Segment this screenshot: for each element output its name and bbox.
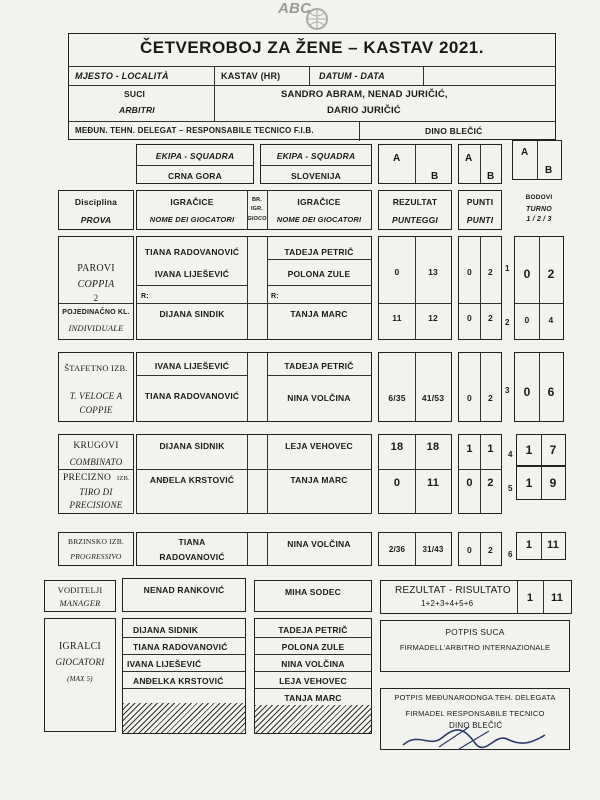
igr-label: IGR. [250,206,264,212]
stafetno-pt-b: 2 [488,393,493,403]
potpis-suca-label: POTPIS SUCA [445,627,505,637]
disc-box-3 [58,434,134,514]
ab-res-head [378,144,452,184]
pts-box-4 [458,532,502,566]
final-result-label: REZULTAT - RISULTATO [395,585,511,596]
roster-b-5: TANJA MARC [284,693,342,703]
progressivo-label: PROGRESSIVO [70,552,122,561]
stafetno-player-b1: TADEJA PETRIČ [284,361,354,371]
suci-line1: SANDRO ABRAM, NENAD JURIČIĆ, [281,89,448,100]
precizno-res-b: 11 [426,477,440,489]
pts-box-3 [458,434,502,514]
giocatori-label: GIOCATORI [55,657,105,667]
precizno-player-a: ANĐELA KRSTOVIĆ [149,475,235,485]
pojed-turno: 2 [505,318,510,327]
coppia-label: COPPIA [77,279,115,290]
brzinsko-pt-a: 0 [467,545,472,555]
bod-box-3b [516,466,566,500]
pojed-player-a: DIJANA SINDIK [159,309,225,319]
disc-box-2 [58,352,134,422]
suci-line2: DARIO JURIČIĆ [327,105,401,116]
final-result-formula: 1+2+3+4+5+6 [421,599,474,608]
final-result-b: 11 [550,592,564,604]
nome-b-label: NOME DEI GIOCATORI [276,215,362,224]
parovi-bod-a: 0 [523,267,531,281]
team-a-ekipa-label: EKIPA - SQUADRA [155,151,235,161]
pts-b-label: B [487,171,495,182]
abc-logo [270,0,340,34]
parovi-pt-a: 0 [467,267,472,277]
t-veloce-label: T. VELOCE A [69,391,123,401]
globe-icon [304,6,330,32]
coppie-label: COPPIE [79,405,113,415]
bod-box-4 [516,532,566,560]
res-box-2 [378,352,452,422]
players-box-4 [136,532,372,566]
krugovi-res-b: 18 [426,441,440,453]
roster-b-2: POLONA ZULE [281,642,345,652]
roster-b-3: NINA VOLČINA [281,659,345,669]
parovi-label: PAROVI [77,263,115,274]
precisione-label: PRECISIONE [69,500,123,510]
final-result-a: 1 [526,592,534,604]
voditelji-box [44,580,116,612]
potpis-suca-sub: FIRMADELL'ARBITRO INTERNAZIONALE [399,643,551,652]
manager-a-box [122,578,246,612]
gioco-label: GIOCO [247,216,267,222]
disc-box-1 [58,236,134,340]
roster-b-box [254,618,372,734]
precizno-pt-b: 2 [487,477,494,489]
res-box-1 [378,236,452,340]
pojed-bod-b: 4 [548,315,554,325]
potpis-delegata-label: POTPIS MEĐUNARODNGA TEH. DELEGATA [394,693,556,702]
precizno-pt-a: 0 [466,477,473,489]
roster-a-3: IVANA LIJEŠEVIĆ [127,659,202,669]
individuale-label: INDIVIDUALE [68,323,124,333]
potpis-suca-box [380,620,570,672]
igracice-a-label: IGRAČICE [170,197,214,207]
nome-a-label: NOME DEI GIOCATORI [149,215,235,224]
potpis-delegata-sub: FIRMADEL RESPONSABILE TECNICO [405,709,545,718]
igracice-b-label: IGRAČICE [297,197,341,207]
parovi-turno: 1 [505,264,510,273]
precizno-izb-label: IZB. [117,475,130,482]
parovi-player-b1: TADEJA PETRIČ [284,247,354,257]
combinato-label: COMBINATO [69,457,123,467]
col-head-disciplina [58,190,134,230]
brzinsko-player-b: NINA VOLČINA [287,539,351,549]
manager-label: MANAGER [59,598,101,608]
page-title: ČETVEROBOJ ZA ŽENE – KASTAV 2021. [140,38,484,57]
roster-a-empty-5 [123,703,245,733]
res-box-3 [378,434,452,514]
precizno-turno: 5 [508,484,513,493]
stafetno-turno: 3 [505,386,510,395]
krugovi-player-b: LEJA VEHOVEC [285,441,353,451]
igralci-label: IGRALCI [59,641,101,652]
disc-box-4 [58,532,134,566]
team-a-name: CRNA GORA [168,171,222,181]
precizno-player-b: TANJA MARC [290,475,348,485]
parovi-r-b: R: [271,293,279,300]
pojedinacno-label: POJEDINAČNO KL. [62,309,130,316]
manager-b: MIHA SODEC [285,587,341,597]
krugovi-label: KRUGOVI [73,441,119,451]
punti-it-label: PUNTI [466,215,494,225]
brzinsko-res-a: 2/36 [388,545,406,554]
stafetno-player-a1: IVANA LIJEŠEVIĆ [154,361,230,371]
parovi-res-b: 13 [428,267,438,277]
suci-label: SUCI [124,89,146,99]
parovi-pt-b: 2 [488,267,493,277]
stafetno-bod-a: 0 [523,385,531,399]
delegate-name: DINO BLEČIĆ [449,721,503,730]
punti-label: PUNTI [466,197,494,207]
voditelji-label: VODITELJI [57,585,103,595]
parovi-player-a2: IVANA LIJEŠEVIĆ [154,269,230,279]
pts-box-1 [458,236,502,340]
igralci-box [44,618,116,732]
precizno-res-a: 0 [393,477,401,489]
bod-box-3a [516,434,566,466]
team-b-name: SLOVENIJA [291,171,341,181]
mjesto-value: KASTAV (HR) [221,71,281,81]
prova-label: PROVA [80,215,112,225]
krugovi-turno: 4 [508,450,513,459]
manager-a: NENAD RANKOVIĆ [143,585,225,595]
ab-bod-head [512,140,562,180]
roster-a-2: TIANA RADOVANOVIĆ [133,642,228,652]
br-label: BR. [251,197,263,203]
roster-a-4: ANĐELKA KRSTOVIĆ [133,676,224,686]
tiro-di-label: TIRO DI [79,487,113,497]
roster-b-1: TADEJA PETRIČ [278,625,348,635]
stafetno-label: ŠTAFETNO IZB. [64,363,128,373]
pojed-pt-a: 0 [467,313,472,323]
header-block [68,33,556,140]
krugovi-bod-b: 7 [549,443,557,457]
stafetno-res-a: 6/35 [388,393,406,403]
final-result-box [380,580,572,614]
krugovi-bod-a: 1 [525,443,533,457]
bod-box-1 [514,236,564,340]
roster-b-empty-6 [255,705,371,733]
brzinsko-bod-b: 11 [546,539,560,551]
signature-scribble [399,725,549,751]
rezultat-label: REZULTAT [392,197,438,207]
bodovi-label: BODOVI [525,194,553,201]
punteggi-label: PUNTEGGI [392,215,438,225]
parovi-res-a: 0 [394,267,400,277]
stafetno-res-b: 41/53 [421,393,445,403]
krugovi-pt-a: 1 [466,443,473,455]
stafetno-player-b2: NINA VOLČINA [287,393,351,403]
roster-b-4: LEJA VEHOVEC [279,676,347,686]
brzinsko-player-a2: RADOVANOVIĆ [159,552,225,562]
brzinsko-res-b: 31/43 [422,545,444,554]
precizno-label: PRECIZNO [63,473,112,483]
turno-label: TURNO [526,206,552,213]
team-a-box [136,144,254,184]
stafetno-pt-a: 0 [467,393,472,403]
players-box-1 [136,236,372,340]
logo-text: ABC [278,0,312,17]
mjesto-label: MJESTO - LOCALITÀ [75,71,169,81]
roster-a-1: DIJANA SIDNIK [133,625,199,635]
manager-b-box [254,580,372,612]
res-box-4 [378,532,452,566]
potpis-delegata-box [380,688,570,750]
parovi-bod-b: 2 [547,267,555,281]
team-b-ekipa-label: EKIPA - SQUADRA [276,151,356,161]
brzinsko-bod-a: 1 [525,539,533,551]
datum-label: DATUM - DATA [319,71,385,81]
delegat-label: MEĐUN. TEHN. DELEGAT – RESPONSABILE TECNICO F.I.B. [75,126,314,135]
parovi-player-b2: POLONA ZULE [287,269,351,279]
stafetno-bod-b: 6 [547,385,555,399]
turno-nums-label: 1 / 2 / 3 [526,216,552,223]
bod-b-label: B [545,165,553,176]
disciplina-label: Disciplina [74,197,118,207]
krugovi-res-a: 18 [390,441,404,453]
krugovi-pt-b: 1 [487,443,494,455]
max-label: (MAX 5) [67,675,93,683]
brzinsko-pt-b: 2 [488,545,493,555]
col-b-label: B [431,171,439,182]
col-head-rezultat [378,190,452,230]
brzinsko-turno: 6 [508,550,513,559]
pojed-bod-a: 0 [524,315,530,325]
col-head-players-a [136,190,372,230]
col-head-punti [458,190,502,230]
pojed-pt-b: 2 [488,313,493,323]
stafetno-player-a2: TIANA RADOVANOVIĆ [144,391,240,401]
team-b-box [260,144,372,184]
precizno-bod-b: 9 [549,476,557,490]
pts-a-label: A [465,153,473,164]
pojed-res-a: 11 [392,313,402,323]
roster-a-box [122,618,246,734]
parovi-num: 2 [93,293,99,303]
krugovi-player-a: DIJANA SIDNIK [159,441,225,451]
arbitri-label: ARBITRI [119,105,155,115]
pts-box-2 [458,352,502,422]
delegat-value: DINO BLEČIĆ [425,126,483,136]
col-a-label: A [393,153,401,164]
pojed-player-b: TANJA MARC [290,309,348,319]
precizno-bod-a: 1 [525,476,533,490]
ab-pts-head [458,144,502,184]
players-box-3 [136,434,372,514]
pojed-res-b: 12 [428,313,438,323]
players-box-2 [136,352,372,422]
brzinsko-player-a1: TIANA [178,537,206,547]
col-head-bodovi [508,190,570,230]
bod-box-2 [514,352,564,422]
bod-a-label: A [521,147,529,158]
brzinsko-label: BRZINSKO IZB. [68,537,124,546]
parovi-r-a: R: [141,293,149,300]
parovi-player-a1: TIANA RADOVANOVIĆ [144,247,240,257]
